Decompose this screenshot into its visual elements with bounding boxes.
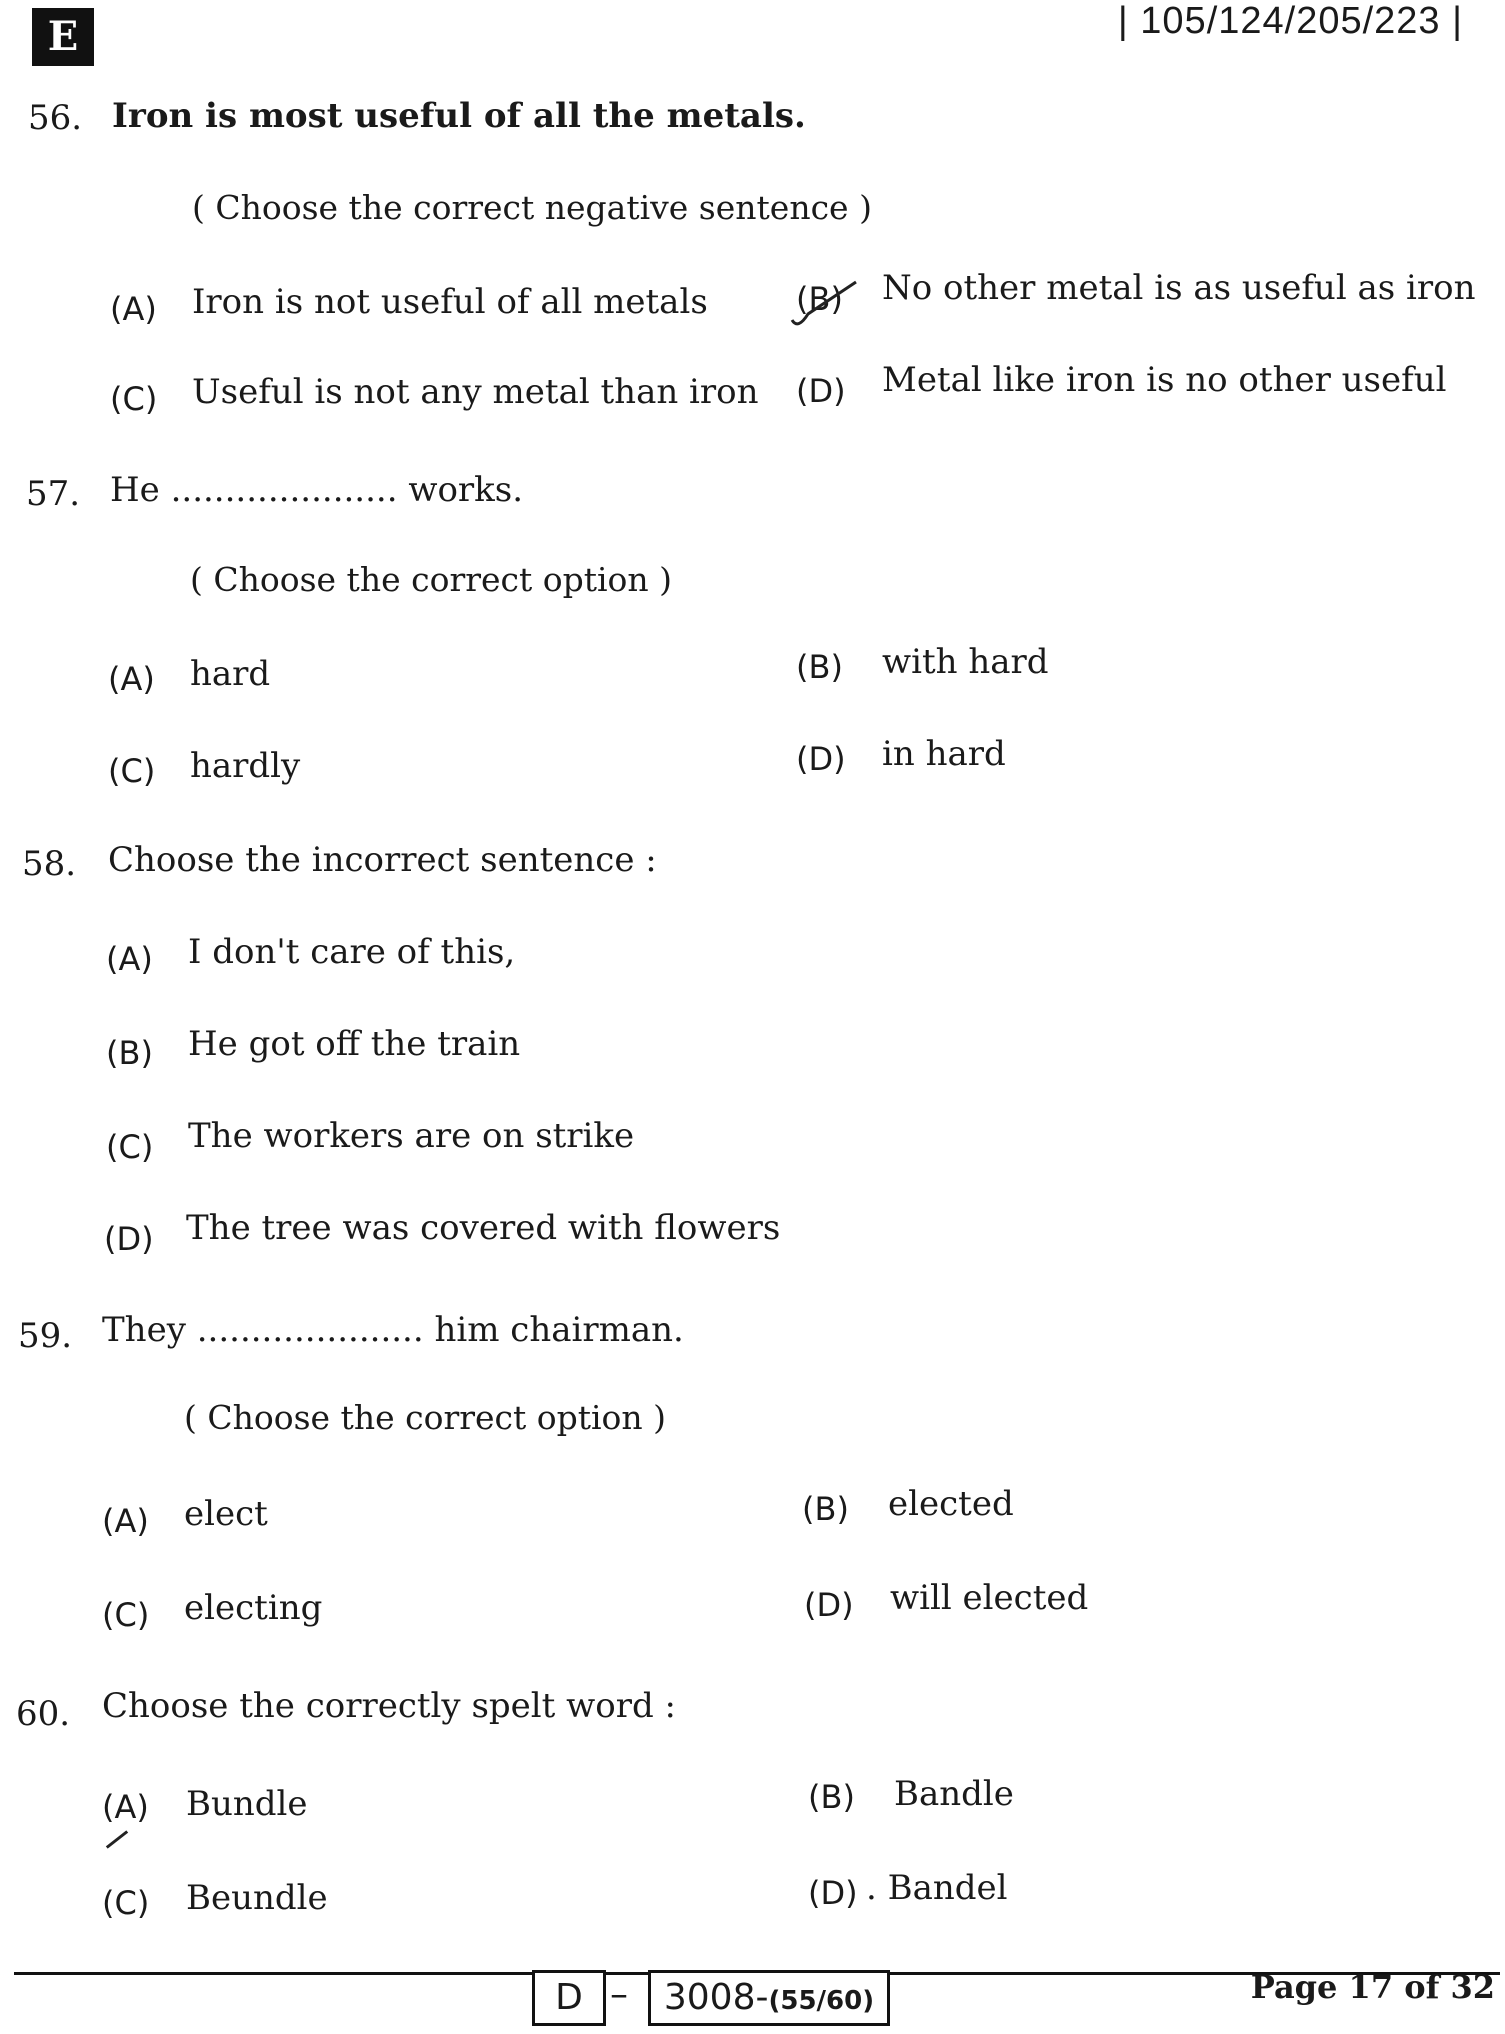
option-text: He got off the train: [188, 1024, 521, 1064]
option-text: I don't care of this,: [188, 932, 516, 972]
option-text: Bandle: [894, 1774, 1014, 1814]
option-letter: (C): [108, 752, 156, 790]
booklet-suffix: (55/60): [768, 1986, 875, 2016]
option-letter: (B): [106, 1034, 153, 1072]
option-letter: (C): [102, 1596, 150, 1634]
option-text: Beundle: [186, 1878, 328, 1918]
option-letter: (B): [796, 648, 843, 686]
option-letter: (A): [108, 660, 155, 698]
answer-tick-icon: [786, 268, 866, 332]
question-text: Choose the correctly spelt word :: [102, 1686, 676, 1726]
option-text: electing: [184, 1588, 323, 1628]
option-text: hard: [190, 654, 271, 694]
question-number: 58.: [22, 844, 77, 884]
option-text: elect: [184, 1494, 268, 1534]
option-text: The tree was covered with flowers: [186, 1208, 781, 1248]
paper-code: | 105/124/205/223 |: [1117, 0, 1463, 42]
question-text: He ..................... works.: [110, 470, 524, 510]
option-text: with hard: [882, 642, 1049, 682]
option-letter: (D): [796, 740, 846, 778]
option-letter: (B): [808, 1778, 855, 1816]
option-letter: (A): [106, 940, 153, 978]
option-text: will elected: [890, 1578, 1089, 1618]
option-text: The workers are on strike: [188, 1116, 635, 1156]
booklet-code-box: [648, 1970, 890, 2026]
option-letter: (C): [110, 380, 158, 418]
option-text: Metal like iron is no other useful: [882, 360, 1447, 400]
question-number: 59.: [18, 1316, 73, 1356]
question-number: 60.: [16, 1694, 71, 1734]
question-number: 57.: [26, 474, 81, 514]
option-text: Useful is not any metal than iron: [192, 372, 759, 412]
option-text: hardly: [190, 746, 301, 786]
series-badge: E: [32, 8, 94, 66]
question-text: Choose the incorrect sentence :: [108, 840, 657, 880]
series-box: D: [532, 1970, 606, 2026]
booklet-code: 3008-: [663, 1977, 769, 2018]
option-text: Bundle: [186, 1784, 308, 1824]
option-letter: (B): [796, 280, 843, 318]
question-text: They ..................... him chairman.: [102, 1310, 684, 1350]
option-letter: (C): [102, 1884, 150, 1922]
question-text: Iron is most useful of all the metals.: [112, 96, 806, 136]
question-instruction: ( Choose the correct option ): [184, 1398, 667, 1437]
option-letter: (D): [796, 372, 846, 410]
option-letter: (D): [808, 1874, 858, 1912]
option-letter: (C): [106, 1128, 154, 1166]
question-instruction: ( Choose the correct option ): [190, 560, 673, 599]
option-letter: (A): [102, 1788, 149, 1826]
question-number: 56.: [28, 98, 83, 138]
option-letter: (B): [802, 1490, 849, 1528]
option-text: No other metal is as useful as iron: [882, 268, 1476, 308]
option-letter: (D): [104, 1220, 154, 1258]
option-letter: (D): [804, 1586, 854, 1624]
option-letter: (A): [110, 290, 157, 328]
option-text: elected: [888, 1484, 1014, 1524]
option-text: in hard: [882, 734, 1006, 774]
tick-mark-icon: [106, 1830, 128, 1848]
question-instruction: ( Choose the correct negative sentence ): [192, 188, 872, 227]
footer-dash: –: [610, 1974, 628, 2015]
page-number: Page 17 of 32: [1250, 1968, 1495, 2006]
option-text: Iron is not useful of all metals: [192, 282, 708, 322]
option-letter: (A): [102, 1502, 149, 1540]
option-text: . Bandel: [866, 1868, 1008, 1908]
